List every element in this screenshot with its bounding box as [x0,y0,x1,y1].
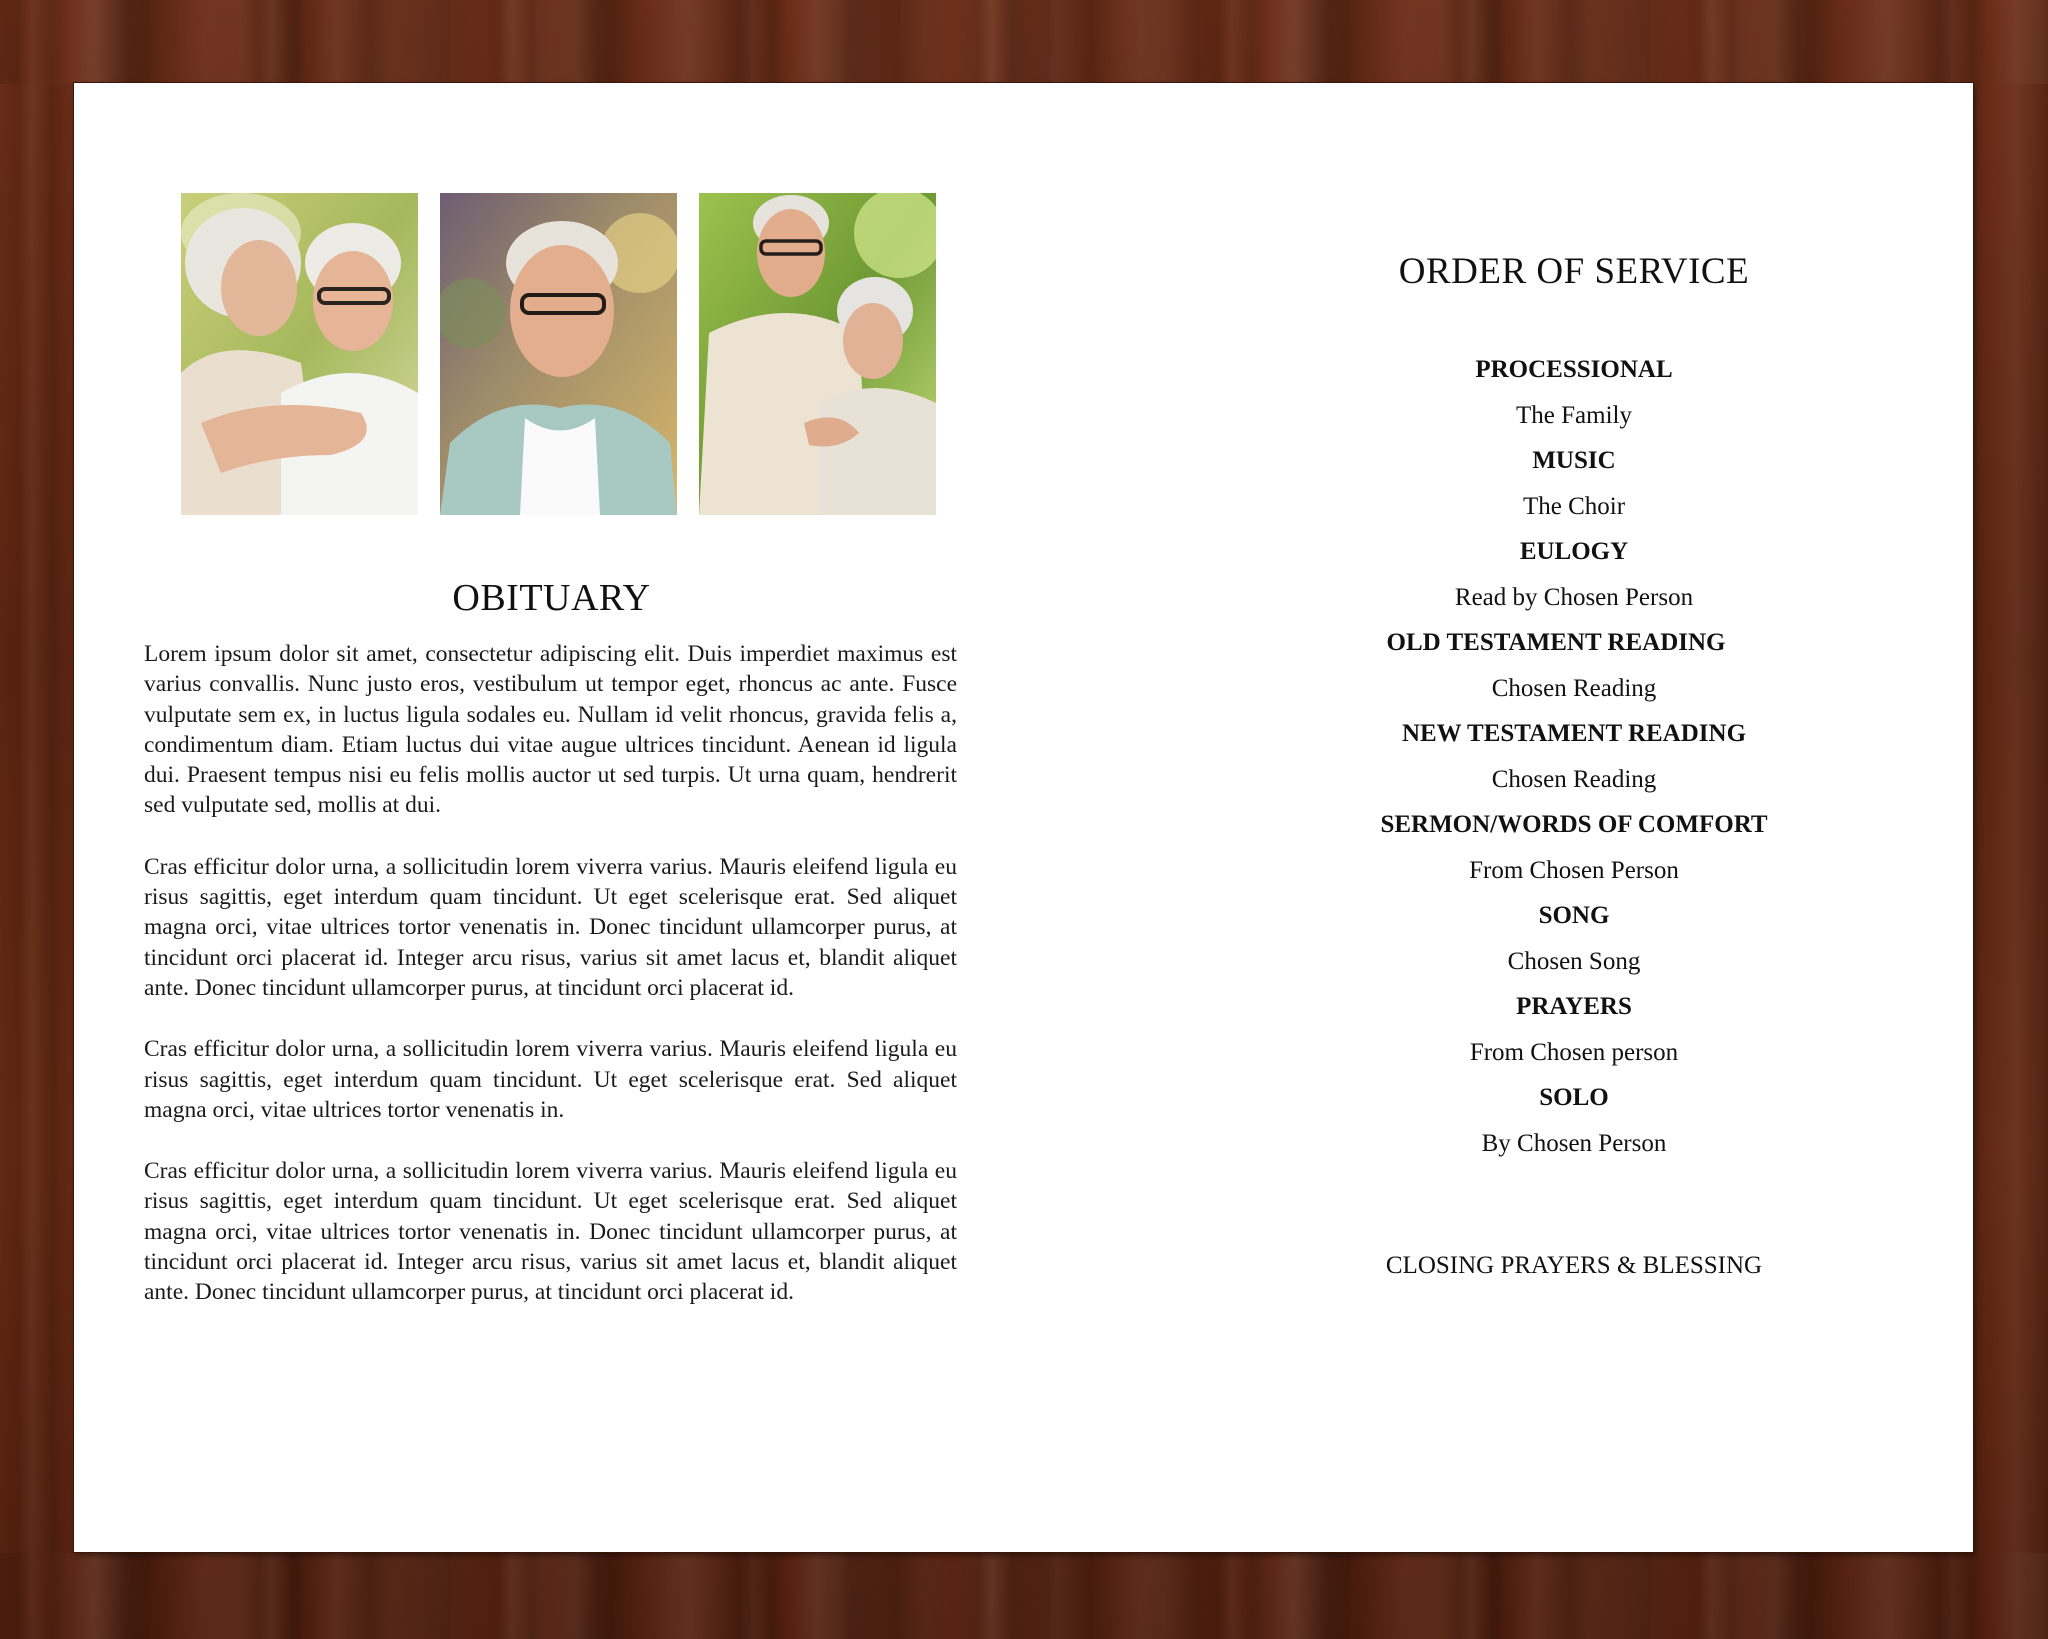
service-heading: SONG [1538,902,1610,929]
man-portrait-photo [440,193,677,515]
service-item [1234,802,1914,893]
wood-texture-bottom [0,1553,2048,1639]
service-detail: Chosen Song [1507,947,1641,975]
couple-embrace-photo [181,193,418,515]
service-detail: The Family [1516,401,1632,429]
closing-prayers: CLOSING PRAYERS & BLESSING [1385,1252,1763,1279]
service-item [1234,529,1914,620]
obituary-paragraph: Cras efficitur dolor urna, a sollicitudin lorem viverra varius. Mauris eleifend ligula eu risus sagittis, eget interdum quam tincidunt. Ut eget scelerisque erat. Sed aliquet magna orci, vitae ultrices tortor venenatis in. [144,1036,957,1123]
service-detail: Chosen Reading [1491,765,1657,793]
service-detail: By Chosen Person [1481,1129,1667,1157]
obituary-paragraph: Cras efficitur dolor urna, a sollicitudin lorem viverra varius. Mauris eleifend ligula eu risus sagittis, eget interdum quam tincidunt. Ut eget scelerisque erat. Sed aliquet magna orci, vitae ultrices tortor venenatis in. Donec tincidunt ullamcorper purus, at tincidunt orci placerat id. Integer arcu risus, varius sit amet lacus et, blandit aliquet ante. Donec tincidunt ullamcorper purus, at tincidunt orci placerat id. [144,853,957,1001]
service-title: ORDER OF SERVICE [1398,251,1750,292]
service-detail: From Chosen Person [1469,856,1679,884]
service-detail: Read by Chosen Person [1454,583,1694,611]
service-heading: EULOGY [1519,538,1629,565]
obituary-title: OBITUARY [452,577,651,619]
service-heading: MUSIC [1532,447,1616,474]
service-detail: Chosen Reading [1491,674,1657,702]
service-heading: OLD TESTAMENT READING [1386,629,1726,656]
service-list [1234,347,1914,1166]
wood-texture-top [0,0,2048,84]
service-item [1234,347,1914,438]
program-page [74,83,1973,1552]
service-heading: SOLO [1539,1084,1609,1111]
order-of-service [1234,253,1914,1288]
service-item [1234,438,1914,529]
service-heading: SERMON/WORDS OF COMFORT [1380,811,1768,838]
obituary-paragraph: Lorem ipsum dolor sit amet, consectetur adipiscing elit. Duis imperdiet maximus est varius convallis. Nunc justo eros, vestibulum ut tempor eget, rhoncus ac ante. Fusce vulputate sem ex, in luctus ligula sodales eu. Nullam id velit rhoncus, gravida felis a, condimentum diam. Etiam luctus dui vitae augue ultrices tincidunt. Aenean id ligula dui. Praesent tempus nisi eu felis mollis auctor ut sed turpis. Ut urna quam, hendrerit sed vulputate sed, mollis at dui. [144,641,957,819]
service-detail: The Choir [1522,492,1626,520]
service-item [1234,711,1914,802]
service-heading: NEW TESTAMENT READING [1401,720,1747,747]
service-item [1234,1075,1914,1166]
service-heading: PROCESSIONAL [1475,356,1673,383]
service-heading: PRAYERS [1516,993,1632,1020]
obituary-body [144,639,957,1339]
service-detail: From Chosen person [1469,1038,1679,1066]
service-item [1234,893,1914,984]
obituary-paragraph: Cras efficitur dolor urna, a sollicitudin lorem viverra varius. Mauris eleifend ligula eu risus sagittis, eget interdum quam tincidunt. Ut eget scelerisque erat. Sed aliquet magna orci, vitae ultrices tortor venenatis in. Donec tincidunt ullamcorper purus, at tincidunt orci placerat id. Integer arcu risus, varius sit amet lacus et, blandit aliquet ante. Donec tincidunt ullamcorper purus, at tincidunt orci placerat id. [144,1158,957,1306]
photo-strip [181,193,937,515]
couple-standing-photo [699,193,936,515]
service-item [1234,984,1914,1075]
service-item [1234,620,1914,711]
